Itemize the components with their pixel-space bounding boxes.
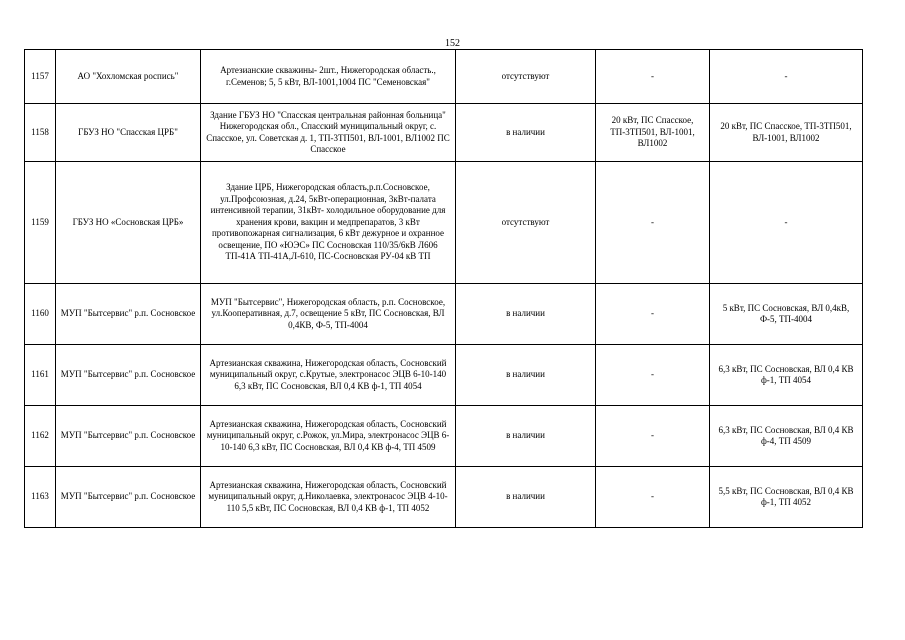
power-source-cell-2: - xyxy=(710,50,863,104)
facility-description-cell: Артезианская скважина, Нижегородская область, Сосновский муниципальный округ, д.Николаевка, электронасос ЭЦВ 4-10-110 5,5 кВт, ПС Сосновская, ВЛ 0,4 КВ ф-1, ТП 4052 xyxy=(201,467,456,528)
backup-power-status-cell: отсутствуют xyxy=(456,50,596,104)
organization-name-cell: МУП "Бытсервис" р.п. Сосновское xyxy=(56,345,201,406)
backup-power-status-cell: в наличии xyxy=(456,284,596,345)
power-source-cell-1: - xyxy=(596,467,710,528)
organization-name-cell: МУП "Бытсервис" р.п. Сосновское xyxy=(56,406,201,467)
power-source-cell-2: 6,3 кВт, ПС Сосновская, ВЛ 0,4 КВ ф-4, ТП 4509 xyxy=(710,406,863,467)
table-row xyxy=(25,104,863,162)
row-number-cell: 1163 xyxy=(25,467,56,528)
organization-name-cell: АО "Хохломская роспись" xyxy=(56,50,201,104)
organization-name-cell: ГБУЗ НО "Спасская ЦРБ" xyxy=(56,104,201,162)
row-number-cell: 1160 xyxy=(25,284,56,345)
row-number-cell: 1162 xyxy=(25,406,56,467)
power-source-cell-2: 5,5 кВт, ПС Сосновская, ВЛ 0,4 КВ ф-1, ТП 4052 xyxy=(710,467,863,528)
table-row xyxy=(25,345,863,406)
facility-description-cell: Артезианские скважины- 2шт., Нижегородская область., г.Семенов; 5, 5 кВт, ВЛ-1001,1004 ПС "Семеновская" xyxy=(201,50,456,104)
power-source-cell-1: - xyxy=(596,345,710,406)
power-source-cell-1: - xyxy=(596,50,710,104)
table-row xyxy=(25,406,863,467)
facility-description-cell: Здание ГБУЗ НО "Спасская центральная районная больница" Нижегородская обл., Спасский муниципальный округ, с. Спасское, ул. Советская д. 1, ТП-3ТП501, ВЛ-1001, ВЛ1002 ПС Спасское xyxy=(201,104,456,162)
power-source-cell-2: 5 кВт, ПС Сосновская, ВЛ 0,4кВ, Ф-5, ТП-4004 xyxy=(710,284,863,345)
row-number-cell: 1159 xyxy=(25,162,56,284)
row-number-cell: 1161 xyxy=(25,345,56,406)
row-number-cell: 1157 xyxy=(25,50,56,104)
backup-power-status-cell: отсутствуют xyxy=(456,162,596,284)
table-row xyxy=(25,284,863,345)
facility-description-cell: МУП "Бытсервис", Нижегородская область, р.п. Сосновское, ул.Кооперативная, д.7, освещение 5 кВт, ПС Сосновская, ВЛ 0,4КВ, Ф-5, ТП-4004 xyxy=(201,284,456,345)
power-source-cell-1: - xyxy=(596,406,710,467)
power-source-cell-2: 6,3 кВт, ПС Сосновская, ВЛ 0,4 КВ ф-1, ТП 4054 xyxy=(710,345,863,406)
power-source-cell-1: 20 кВт, ПС Спасское, ТП-3ТП501, ВЛ-1001, ВЛ1002 xyxy=(596,104,710,162)
facility-description-cell: Артезианская скважина, Нижегородская область, Сосновский муниципальный округ, с.Крутые, электронасос ЭЦВ 6-10-140 6,3 кВт, ПС Сосновская, ВЛ 0,4 КВ ф-1, ТП 4054 xyxy=(201,345,456,406)
power-source-cell-1: - xyxy=(596,284,710,345)
backup-power-status-cell: в наличии xyxy=(456,345,596,406)
backup-power-status-cell: в наличии xyxy=(456,406,596,467)
organization-name-cell: МУП "Бытсервис" р.п. Сосновское xyxy=(56,284,201,345)
facilities-table xyxy=(24,49,863,528)
table-row xyxy=(25,50,863,104)
facility-description-cell: Артезианская скважина, Нижегородская область, Сосновский муниципальный округ, с.Рожок, ул.Мира, электронасос ЭЦВ 6-10-140 6,3 кВт, ПС Сосновская, ВЛ 0,4 КВ ф-4, ТП 4509 xyxy=(201,406,456,467)
power-source-cell-2: 20 кВт, ПС Спасское, ТП-3ТП501, ВЛ-1001, ВЛ1002 xyxy=(710,104,863,162)
table-row xyxy=(25,467,863,528)
backup-power-status-cell: в наличии xyxy=(456,104,596,162)
page-number: 152 xyxy=(445,38,460,49)
organization-name-cell: ГБУЗ НО «Сосновская ЦРБ» xyxy=(56,162,201,284)
backup-power-status-cell: в наличии xyxy=(456,467,596,528)
facility-description-cell: Здание ЦРБ, Нижегородская область,р.п.Сосновское, ул.Профсоюзная, д.24, 5кВт-операционная, 3кВт-палата интенсивной терапии, 31кВт- холодильное оборудование для хранения крови, вакцин и медпрепаратов, 3 кВт противопожарная сигнализация, 6 кВт дежурное и охранное освещение, ПО «ЮЭС» ПС Сосновская 110/35/6кВ Л606 ТП-41А ТП-41А,Л-610, ПС-Сосновская РУ-04 кВ ТП xyxy=(201,162,456,284)
power-source-cell-2: - xyxy=(710,162,863,284)
table-row xyxy=(25,162,863,284)
power-source-cell-1: - xyxy=(596,162,710,284)
organization-name-cell: МУП "Бытсервис" р.п. Сосновское xyxy=(56,467,201,528)
row-number-cell: 1158 xyxy=(25,104,56,162)
